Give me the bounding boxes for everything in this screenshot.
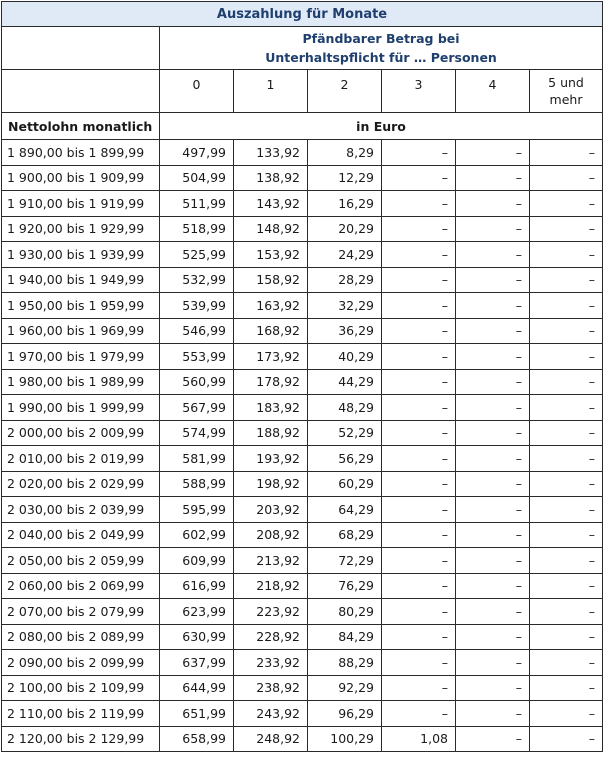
net-income-range: 1 980,00 bis 1 989,99: [2, 369, 160, 395]
amount-cell-3: –: [382, 344, 456, 370]
column-header-5: [530, 70, 603, 113]
amount-cell-2: 40,29: [308, 344, 382, 370]
amount-cell-2: 12,29: [308, 165, 382, 191]
column-header-3: 3: [382, 70, 456, 113]
group-header: [160, 27, 603, 70]
amount-cell-3: –: [382, 599, 456, 625]
amount-cell-4: –: [456, 191, 530, 217]
table-row: [2, 446, 603, 472]
amount-cell-0: 539,99: [160, 293, 234, 319]
amount-cell-4: –: [456, 446, 530, 472]
amount-cell-1: 188,92: [234, 420, 308, 446]
net-income-range: 2 080,00 bis 2 089,99: [2, 624, 160, 650]
amount-cell-5: –: [530, 446, 603, 472]
amount-cell-1: 138,92: [234, 165, 308, 191]
net-income-range: 2 100,00 bis 2 109,99: [2, 675, 160, 701]
amount-cell-3: –: [382, 267, 456, 293]
net-income-range: 2 090,00 bis 2 099,99: [2, 650, 160, 676]
amount-cell-4: –: [456, 369, 530, 395]
amount-cell-3: –: [382, 369, 456, 395]
net-income-range: 2 070,00 bis 2 079,99: [2, 599, 160, 625]
amount-cell-1: 153,92: [234, 242, 308, 268]
amount-cell-2: 20,29: [308, 216, 382, 242]
amount-cell-1: 183,92: [234, 395, 308, 421]
amount-cell-4: –: [456, 216, 530, 242]
amount-cell-5: –: [530, 599, 603, 625]
table-row: [2, 624, 603, 650]
amount-cell-4: –: [456, 624, 530, 650]
table-row: [2, 701, 603, 727]
amount-cell-3: –: [382, 165, 456, 191]
amount-cell-3: –: [382, 318, 456, 344]
row-header-label: Nettolohn monatlich: [2, 113, 160, 140]
amount-cell-1: 133,92: [234, 140, 308, 166]
amount-cell-3: –: [382, 420, 456, 446]
amount-cell-0: 560,99: [160, 369, 234, 395]
amount-cell-5: –: [530, 420, 603, 446]
amount-cell-1: 203,92: [234, 497, 308, 523]
amount-cell-4: –: [456, 471, 530, 497]
amount-cell-5: –: [530, 191, 603, 217]
net-income-range: 1 910,00 bis 1 919,99: [2, 191, 160, 217]
table-row: [2, 344, 603, 370]
amount-cell-5: –: [530, 242, 603, 268]
amount-cell-2: 44,29: [308, 369, 382, 395]
net-income-range: 2 060,00 bis 2 069,99: [2, 573, 160, 599]
amount-cell-1: 158,92: [234, 267, 308, 293]
table-title: Auszahlung für Monate: [2, 2, 603, 27]
amount-cell-4: –: [456, 726, 530, 752]
column-header-0: 0: [160, 70, 234, 113]
amount-cell-0: 518,99: [160, 216, 234, 242]
amount-cell-1: 223,92: [234, 599, 308, 625]
amount-cell-0: 588,99: [160, 471, 234, 497]
amount-cell-5: –: [530, 344, 603, 370]
amount-cell-0: 497,99: [160, 140, 234, 166]
table-row: [2, 573, 603, 599]
amount-cell-1: 143,92: [234, 191, 308, 217]
amount-cell-4: –: [456, 599, 530, 625]
unit-label: in Euro: [160, 113, 603, 140]
table-row: [2, 599, 603, 625]
amount-cell-4: –: [456, 267, 530, 293]
amount-cell-5: –: [530, 675, 603, 701]
amount-cell-1: 173,92: [234, 344, 308, 370]
amount-cell-4: –: [456, 293, 530, 319]
amount-cell-1: 228,92: [234, 624, 308, 650]
amount-cell-0: 581,99: [160, 446, 234, 472]
net-income-range: 2 010,00 bis 2 019,99: [2, 446, 160, 472]
table-row: [2, 420, 603, 446]
amount-cell-5: –: [530, 701, 603, 727]
amount-cell-4: –: [456, 650, 530, 676]
amount-cell-0: 658,99: [160, 726, 234, 752]
amount-cell-2: 68,29: [308, 522, 382, 548]
amount-cell-5: –: [530, 471, 603, 497]
table-row: [2, 293, 603, 319]
amount-cell-5: –: [530, 267, 603, 293]
amount-cell-1: 218,92: [234, 573, 308, 599]
amount-cell-1: 213,92: [234, 548, 308, 574]
amount-cell-2: 100,29: [308, 726, 382, 752]
amount-cell-0: 567,99: [160, 395, 234, 421]
table-row: [2, 395, 603, 421]
amount-cell-3: –: [382, 675, 456, 701]
amount-cell-2: 48,29: [308, 395, 382, 421]
net-income-range: 2 030,00 bis 2 039,99: [2, 497, 160, 523]
amount-cell-4: –: [456, 497, 530, 523]
amount-cell-1: 238,92: [234, 675, 308, 701]
amount-cell-4: –: [456, 548, 530, 574]
amount-cell-0: 546,99: [160, 318, 234, 344]
amount-cell-5: –: [530, 522, 603, 548]
net-income-range: 1 920,00 bis 1 929,99: [2, 216, 160, 242]
amount-cell-0: 532,99: [160, 267, 234, 293]
table-row: [2, 191, 603, 217]
table-row: [2, 726, 603, 752]
amount-cell-2: 8,29: [308, 140, 382, 166]
amount-cell-2: 64,29: [308, 497, 382, 523]
amount-cell-0: 553,99: [160, 344, 234, 370]
amount-cell-3: –: [382, 522, 456, 548]
amount-cell-5: –: [530, 318, 603, 344]
column-header-1: 1: [234, 70, 308, 113]
table-row: [2, 165, 603, 191]
table-row: [2, 242, 603, 268]
amount-cell-2: 96,29: [308, 701, 382, 727]
amount-cell-3: –: [382, 293, 456, 319]
amount-cell-5: –: [530, 140, 603, 166]
amount-cell-1: 243,92: [234, 701, 308, 727]
amount-cell-0: 637,99: [160, 650, 234, 676]
amount-cell-0: 504,99: [160, 165, 234, 191]
amount-cell-3: –: [382, 497, 456, 523]
amount-cell-0: 602,99: [160, 522, 234, 548]
net-income-range: 1 970,00 bis 1 979,99: [2, 344, 160, 370]
table-row: [2, 216, 603, 242]
net-income-range: 2 120,00 bis 2 129,99: [2, 726, 160, 752]
net-income-range: 1 930,00 bis 1 939,99: [2, 242, 160, 268]
group-header-line1: Pfändbarer Betrag bei: [302, 31, 460, 46]
column-header-5-line2: mehr: [549, 92, 583, 107]
amount-cell-2: 84,29: [308, 624, 382, 650]
amount-cell-3: 1,08: [382, 726, 456, 752]
amount-cell-4: –: [456, 242, 530, 268]
amount-cell-3: –: [382, 573, 456, 599]
table-row: [2, 267, 603, 293]
amount-cell-1: 208,92: [234, 522, 308, 548]
amount-cell-4: –: [456, 395, 530, 421]
group-header-line2: Unterhaltspflicht für … Personen: [265, 50, 497, 65]
amount-cell-1: 163,92: [234, 293, 308, 319]
table-row: [2, 548, 603, 574]
amount-cell-5: –: [530, 216, 603, 242]
amount-cell-5: –: [530, 726, 603, 752]
amount-cell-2: 32,29: [308, 293, 382, 319]
table-row: [2, 675, 603, 701]
amount-cell-4: –: [456, 165, 530, 191]
empty-header-cell: [2, 27, 160, 70]
amount-cell-0: 525,99: [160, 242, 234, 268]
table-body: [2, 140, 603, 752]
net-income-range: 2 050,00 bis 2 059,99: [2, 548, 160, 574]
amount-cell-3: –: [382, 471, 456, 497]
amount-cell-3: –: [382, 395, 456, 421]
net-income-range: 2 020,00 bis 2 029,99: [2, 471, 160, 497]
column-header-2: 2: [308, 70, 382, 113]
net-income-range: 1 940,00 bis 1 949,99: [2, 267, 160, 293]
amount-cell-5: –: [530, 624, 603, 650]
column-header-5-line1: 5 und: [548, 75, 584, 90]
amount-cell-2: 24,29: [308, 242, 382, 268]
amount-cell-4: –: [456, 344, 530, 370]
amount-cell-3: –: [382, 701, 456, 727]
net-income-range: 2 110,00 bis 2 119,99: [2, 701, 160, 727]
net-income-range: 1 960,00 bis 1 969,99: [2, 318, 160, 344]
amount-cell-1: 168,92: [234, 318, 308, 344]
amount-cell-2: 80,29: [308, 599, 382, 625]
amount-cell-2: 88,29: [308, 650, 382, 676]
amount-cell-5: –: [530, 497, 603, 523]
net-income-range: 1 990,00 bis 1 999,99: [2, 395, 160, 421]
empty-header-cell: [2, 70, 160, 113]
amount-cell-1: 233,92: [234, 650, 308, 676]
amount-cell-4: –: [456, 420, 530, 446]
amount-cell-0: 616,99: [160, 573, 234, 599]
amount-cell-5: –: [530, 369, 603, 395]
column-header-4: 4: [456, 70, 530, 113]
amount-cell-4: –: [456, 573, 530, 599]
table-row: [2, 522, 603, 548]
amount-cell-5: –: [530, 573, 603, 599]
amount-cell-2: 60,29: [308, 471, 382, 497]
amount-cell-5: –: [530, 650, 603, 676]
amount-cell-5: –: [530, 395, 603, 421]
table-row: [2, 650, 603, 676]
amount-cell-3: –: [382, 650, 456, 676]
amount-cell-0: 574,99: [160, 420, 234, 446]
amount-cell-5: –: [530, 165, 603, 191]
table-row: [2, 369, 603, 395]
amount-cell-0: 609,99: [160, 548, 234, 574]
amount-cell-5: –: [530, 293, 603, 319]
amount-cell-4: –: [456, 140, 530, 166]
net-income-range: 1 950,00 bis 1 959,99: [2, 293, 160, 319]
amount-cell-3: –: [382, 624, 456, 650]
amount-cell-3: –: [382, 140, 456, 166]
table-row: [2, 497, 603, 523]
table-row: [2, 140, 603, 166]
garnishment-table: [1, 1, 603, 752]
amount-cell-1: 198,92: [234, 471, 308, 497]
amount-cell-1: 248,92: [234, 726, 308, 752]
amount-cell-0: 644,99: [160, 675, 234, 701]
amount-cell-3: –: [382, 446, 456, 472]
amount-cell-2: 72,29: [308, 548, 382, 574]
amount-cell-4: –: [456, 522, 530, 548]
amount-cell-2: 92,29: [308, 675, 382, 701]
amount-cell-0: 623,99: [160, 599, 234, 625]
table-row: [2, 318, 603, 344]
amount-cell-2: 36,29: [308, 318, 382, 344]
amount-cell-3: –: [382, 216, 456, 242]
amount-cell-3: –: [382, 191, 456, 217]
amount-cell-2: 16,29: [308, 191, 382, 217]
net-income-range: 2 000,00 bis 2 009,99: [2, 420, 160, 446]
amount-cell-2: 56,29: [308, 446, 382, 472]
amount-cell-3: –: [382, 548, 456, 574]
amount-cell-1: 193,92: [234, 446, 308, 472]
amount-cell-0: 595,99: [160, 497, 234, 523]
table-row: [2, 471, 603, 497]
net-income-range: 2 040,00 bis 2 049,99: [2, 522, 160, 548]
amount-cell-1: 148,92: [234, 216, 308, 242]
net-income-range: 1 890,00 bis 1 899,99: [2, 140, 160, 166]
amount-cell-1: 178,92: [234, 369, 308, 395]
amount-cell-3: –: [382, 242, 456, 268]
amount-cell-2: 76,29: [308, 573, 382, 599]
amount-cell-4: –: [456, 701, 530, 727]
amount-cell-0: 651,99: [160, 701, 234, 727]
net-income-range: 1 900,00 bis 1 909,99: [2, 165, 160, 191]
amount-cell-5: –: [530, 548, 603, 574]
amount-cell-0: 511,99: [160, 191, 234, 217]
amount-cell-4: –: [456, 675, 530, 701]
amount-cell-0: 630,99: [160, 624, 234, 650]
amount-cell-4: –: [456, 318, 530, 344]
amount-cell-2: 52,29: [308, 420, 382, 446]
amount-cell-2: 28,29: [308, 267, 382, 293]
